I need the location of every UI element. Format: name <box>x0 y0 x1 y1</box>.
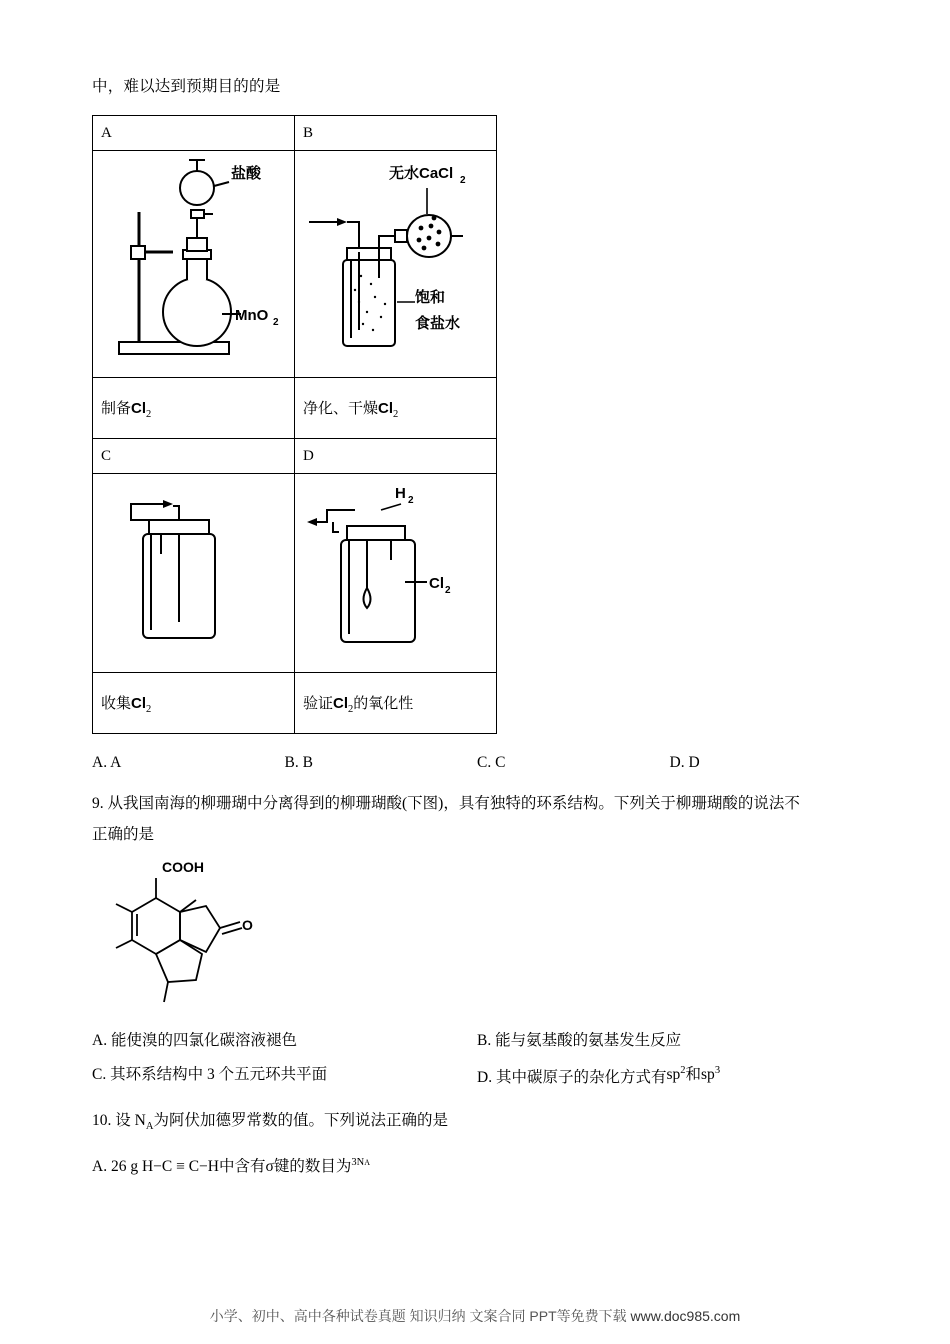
q9-option-d-sup2: 3 <box>714 1065 721 1077</box>
caption-d-suffix: 的氧化性 <box>353 695 414 712</box>
svg-text:2: 2 <box>444 584 451 596</box>
experiment-table <box>92 115 497 734</box>
q9-options-row-2 <box>92 1062 862 1086</box>
cell-caption-a <box>93 378 295 439</box>
q9-options-row-1 <box>92 1028 862 1050</box>
apparatus-d-icon <box>303 476 489 666</box>
cell-label-b: B <box>295 116 497 151</box>
gorgonian-acid-structure-icon <box>110 856 340 1011</box>
cell-label-a: A <box>93 116 295 151</box>
svg-text:饱和: 饱和 <box>414 288 445 306</box>
svg-text:2: 2 <box>272 316 279 328</box>
cell-figure-d <box>295 474 497 673</box>
svg-text:MnO: MnO <box>234 306 268 324</box>
q10-option-a-id: A. <box>92 1158 108 1176</box>
q9-option-d-pre: D. 其中碳原子的杂化方式有 <box>477 1068 667 1086</box>
q10-option-a-value-sub: A <box>364 1157 371 1167</box>
svg-text:Cl: Cl <box>428 574 444 592</box>
caption-a-prefix: 制备 <box>101 400 132 417</box>
table-row-labels-cd <box>93 439 497 474</box>
cell-label-c: C <box>93 439 295 474</box>
q10-option-a-mass: 26 g <box>110 1158 139 1176</box>
caption-d-prefix: 验证 <box>303 695 334 712</box>
caption-b-sub: 2 <box>393 408 399 420</box>
apparatus-a-icon <box>101 152 287 372</box>
answer-choice-a[interactable]: A. A <box>92 754 122 772</box>
caption-b-formula: Cl <box>378 399 394 417</box>
svg-text:2: 2 <box>407 494 414 506</box>
caption-c-sub: 2 <box>146 703 152 715</box>
question-9-line2: 正确的是 <box>92 826 155 844</box>
answer-choice-d[interactable]: D. D <box>669 754 700 772</box>
q10-option-a-mid2: 键的数目为 <box>273 1158 352 1176</box>
q9-option-d[interactable] <box>477 1062 720 1086</box>
table-row-figures-ab <box>93 151 497 378</box>
caption-a-formula: Cl <box>131 399 147 417</box>
q10-na: N <box>134 1111 146 1129</box>
answer-choice-b[interactable]: B. B <box>284 754 313 772</box>
cell-label-d: D <box>295 439 497 474</box>
svg-text:2: 2 <box>459 174 466 186</box>
q10-suffix: 为阿伏加德罗常数的值。下列说法正确的是 <box>153 1111 448 1129</box>
question-9 <box>92 788 862 850</box>
answer-choices-row <box>92 754 862 772</box>
svg-text:H: H <box>394 484 406 502</box>
question-9-line1: 9. 从我国南海的柳珊瑚中分离得到的柳珊瑚酸(下图)，具有独特的环系结构。下列关于柳珊瑚酸的说法不 <box>92 795 800 813</box>
structure-label-o: O <box>242 917 253 934</box>
footer-site[interactable]: www.doc985.com <box>630 1308 741 1324</box>
q10-na-sub: A <box>145 1120 154 1132</box>
q9-option-d-sp1: sp <box>666 1066 681 1084</box>
caption-d-sub: 2 <box>348 703 354 715</box>
q10-option-a-value: 3N <box>351 1156 365 1168</box>
q10-option-a[interactable] <box>92 1154 862 1176</box>
q9-option-b[interactable]: B. 能与氨基酸的氨基发生反应 <box>477 1032 682 1050</box>
q10-option-a-mid: 中含有 <box>219 1158 266 1176</box>
apparatus-b-icon <box>303 152 489 372</box>
caption-c-prefix: 收集 <box>101 695 132 712</box>
q10-prefix: 10. 设 <box>92 1111 131 1129</box>
answer-choice-c[interactable]: C. C <box>477 754 506 772</box>
caption-d-formula: Cl <box>333 694 349 712</box>
table-row-captions-ab <box>93 378 497 439</box>
q10-option-a-sigma: σ <box>265 1158 274 1176</box>
header-line: 中，难以达到预期目的的是 <box>92 78 281 95</box>
q9-option-d-sp2: sp <box>701 1066 715 1084</box>
structure-label-cooh: COOH <box>162 859 204 876</box>
q9-option-c[interactable]: C. 其环系结构中 3 个五元环共平面 <box>92 1066 328 1084</box>
q10-option-a-formula: H−C ≡ C−H <box>141 1158 219 1176</box>
caption-a-sub: 2 <box>146 408 152 420</box>
svg-text:盐酸: 盐酸 <box>230 164 261 182</box>
q9-option-d-mid: 和 <box>685 1066 702 1084</box>
caption-b-prefix: 净化、干燥 <box>303 400 379 417</box>
cell-caption-b <box>295 378 497 439</box>
document-content <box>92 72 862 1176</box>
footer-text: 小学、初中、高中各种试卷真题 知识归纳 文案合同 PPT等免费下载 <box>209 1308 627 1324</box>
page-footer <box>0 1306 950 1326</box>
svg-text:无水CaCl: 无水CaCl <box>388 164 453 182</box>
caption-c-formula: Cl <box>131 694 147 712</box>
question-10 <box>92 1105 862 1138</box>
table-row-labels-ab <box>93 116 497 151</box>
cell-caption-c <box>93 673 295 734</box>
molecular-structure-diagram <box>110 856 862 1016</box>
q9-option-d-sup1: 2 <box>680 1065 686 1077</box>
table-row-figures-cd <box>93 474 497 673</box>
cell-figure-b <box>295 151 497 378</box>
cell-figure-c <box>93 474 295 673</box>
table-row-captions-cd <box>93 673 497 734</box>
q9-option-a[interactable]: A. 能使溴的四氯化碳溶液褪色 <box>92 1032 297 1050</box>
cell-figure-a <box>93 151 295 378</box>
apparatus-c-icon <box>101 476 287 666</box>
svg-text:食盐水: 食盐水 <box>414 314 460 332</box>
cell-caption-d <box>295 673 497 734</box>
